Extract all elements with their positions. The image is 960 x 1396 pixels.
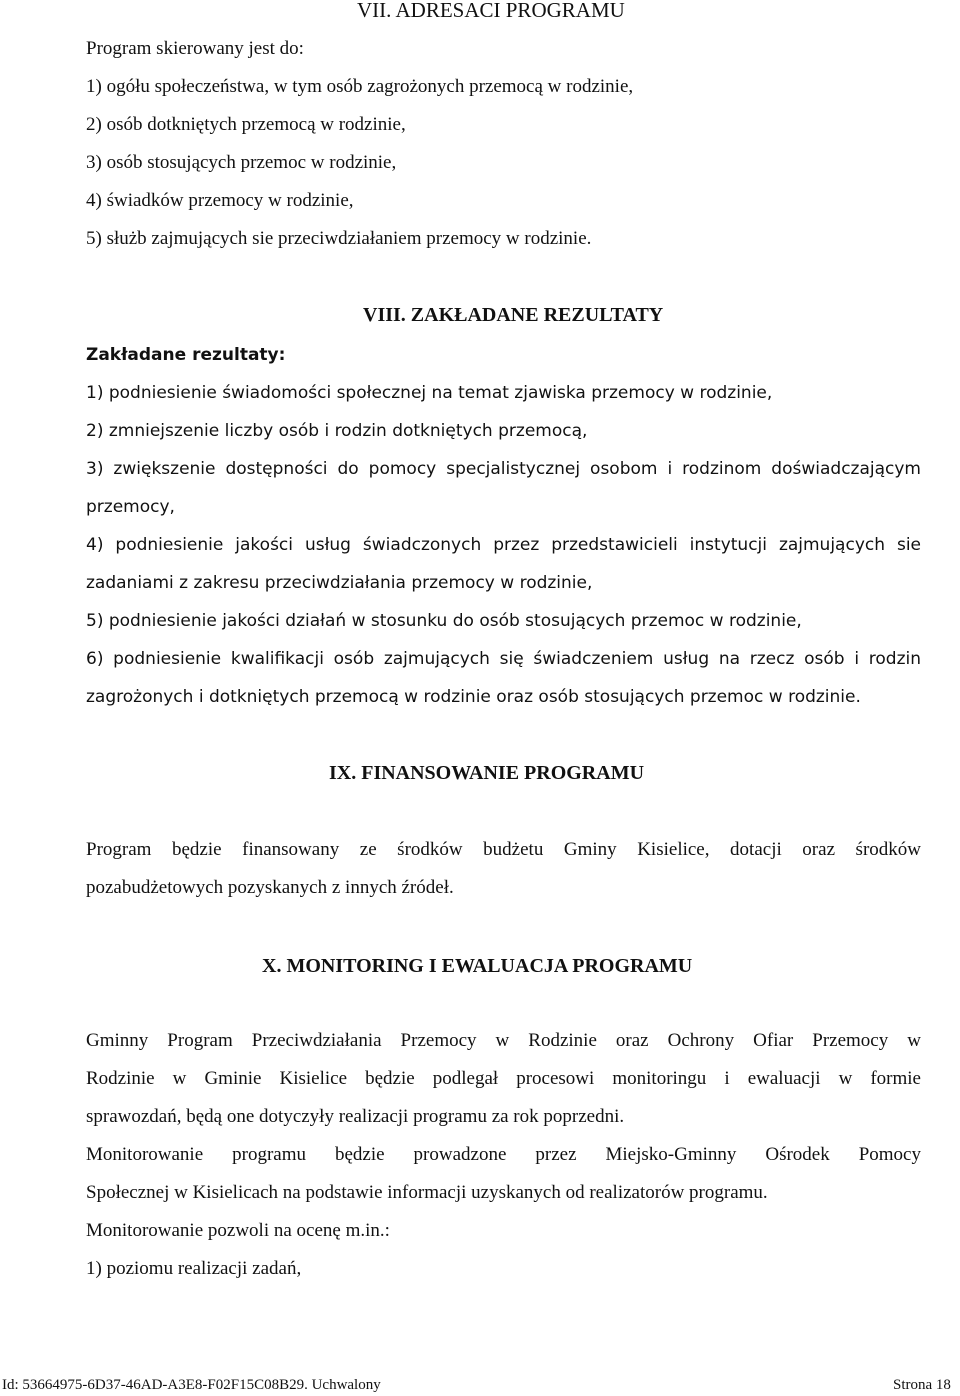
section-10-line: Monitorowanie pozwoli na ocenę m.in.:	[86, 1220, 390, 1241]
section-10-para2-line: Monitorowanie programu będzie prowadzone przez Miejsko-Gminny Ośrodek Pomocy	[86, 1144, 921, 1165]
section-7-item: 2) osób dotkniętych przemocą w rodzinie,	[86, 114, 406, 135]
section-8-line: 1) podniesienie świadomości społecznej na temat zjawiska przemocy w rodzinie,	[86, 383, 773, 403]
section-7-intro: Program skierowany jest do:	[86, 38, 304, 59]
section-10-heading: X. MONITORING I EWALUACJA PROGRAMU	[262, 955, 693, 977]
section-7-heading: VII. ADRESACI PROGRAMU	[357, 0, 625, 22]
section-8-heading: VIII. ZAKŁADANE REZULTATY	[363, 304, 664, 326]
section-7-item: 3) osób stosujących przemoc w rodzinie,	[86, 152, 397, 173]
section-8-intro: Zakładane rezultaty:	[86, 345, 286, 365]
section-10-para2-line: Społecznej w Kisielicach na podstawie informacji uzyskanych od realizatorów programu.	[86, 1182, 768, 1203]
section-9-line: pozabudżetowych pozyskanych z innych źródeł.	[86, 877, 454, 898]
section-8-line: zadaniami z zakresu przeciwdziałania przemocy w rodzinie,	[86, 573, 593, 593]
section-10-para1-line: Rodzinie w Gminie Kisielice będzie podlegał procesowi monitoringu i ewaluacji w formie	[86, 1068, 921, 1089]
section-8-line: 5) podniesienie jakości działań w stosunku do osób stosujących przemoc w rodzinie,	[86, 611, 802, 631]
section-7-item: 1) ogółu społeczeństwa, w tym osób zagrożonych przemocą w rodzinie,	[86, 76, 634, 97]
section-8-line: przemocy,	[86, 497, 175, 517]
section-7-item: 4) świadków przemocy w rodzinie,	[86, 190, 354, 211]
section-8-line: 2) zmniejszenie liczby osób i rodzin dotkniętych przemocą,	[86, 421, 588, 441]
section-8-line: 6) podniesienie kwalifikacji osób zajmujących się świadczeniem usług na rzecz osób i rodzin	[86, 649, 921, 669]
section-7-item: 5) służb zajmujących sie przeciwdziałaniem przemocy w rodzinie.	[86, 228, 592, 249]
section-8-line: zagrożonych i dotkniętych przemocą w rodzinie oraz osób stosujących przemoc w rodzinie.	[86, 687, 861, 707]
section-10-line: 1) poziomu realizacji zadań,	[86, 1258, 302, 1279]
section-10-para1-line: sprawozdań, będą one dotyczyły realizacji programu za rok poprzedni.	[86, 1106, 625, 1127]
section-10-para1-line: Gminny Program Przeciwdziałania Przemocy w Rodzinie oraz Ochrony Ofiar Przemocy w	[86, 1030, 921, 1051]
section-9-line: Program będzie finansowany ze środków budżetu Gminy Kisielice, dotacji oraz środków	[86, 839, 921, 860]
section-8-line: 3) zwiększenie dostępności do pomocy specjalistycznej osobom i rodzinom doświadczającym	[86, 459, 921, 479]
section-9-heading: IX. FINANSOWANIE PROGRAMU	[329, 762, 645, 784]
footer-page-number: Strona 18	[893, 1377, 951, 1393]
section-8-line: 4) podniesienie jakości usług świadczonych przez przedstawicieli instytucji zajmujących sie	[86, 535, 921, 555]
footer-id: Id: 53664975-6D37-46AD-A3E8-F02F15C08B29. Uchwalony	[2, 1377, 381, 1393]
